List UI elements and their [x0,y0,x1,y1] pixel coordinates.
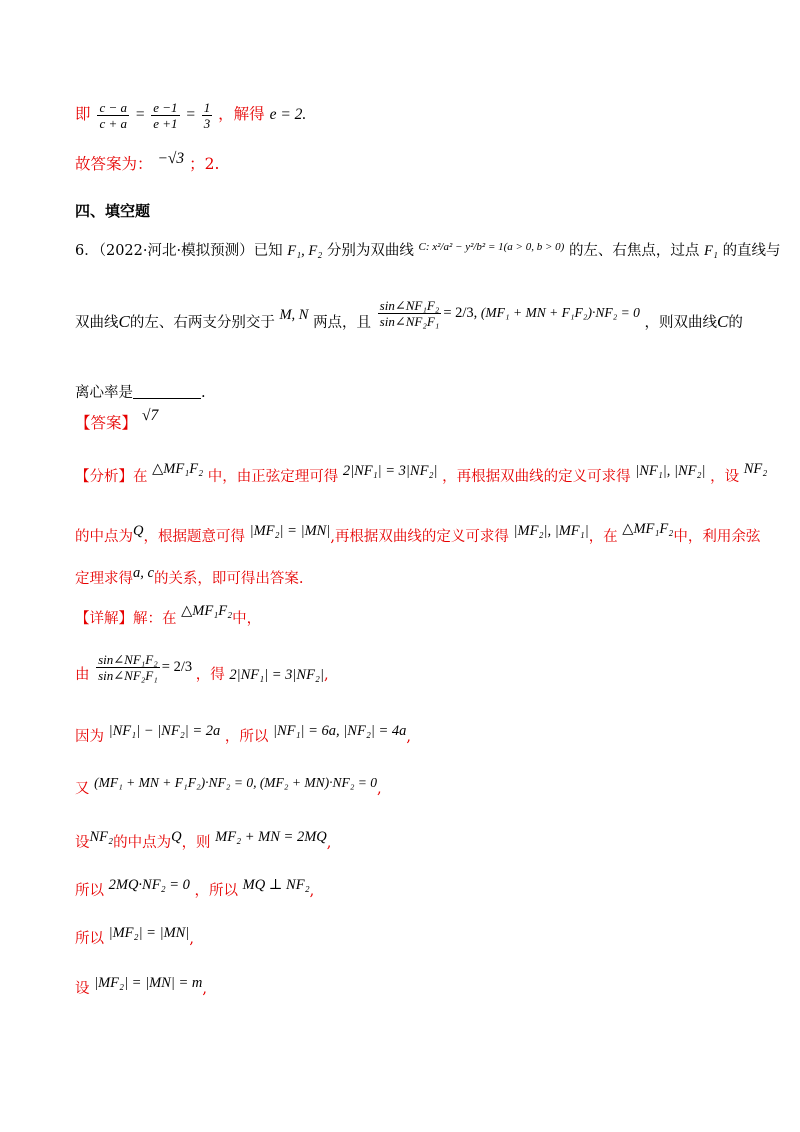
detail-line-6: 所以 2MQ·NF₂ = 0 ，所以 MQ ⊥ NF₂, [75,877,315,899]
detail-line-3: 因为 |NF₁| − |NF₂| = 2a ，所以 |NF₁| = 6a, |NF₂| = 4a, [75,723,411,745]
question-6-line-3: 离心率是 . [75,385,206,401]
fraction-e: $\frac{e -1}{e +1}$ [153,100,178,131]
answer-line [75,407,159,435]
section-heading: 四、填空题 [75,202,151,220]
analysis-label: 【分析】 [75,469,133,485]
analysis-line-3: 定理求得a, c的关系，即可得出答案. [75,565,304,587]
detail-line-7: 所以 |MF₂| = |MN|, [75,925,194,947]
analysis-line-1: 【分析】在 △MF₁F₂ 中，由正弦定理可得 2|NF₁| = 3|NF₂| ，再根据双曲线的定义可求得 |NF₁|, |NF₂| ，设 NF₂ [75,461,768,485]
detail-line-1: 【详解】解：在 △MF₁F₂中， [75,603,262,627]
answer-label: 【答案】 [75,414,138,432]
fraction-c-a: $\frac{c - a}{c + a}$ [99,100,127,131]
answer-value: √7 [141,407,159,424]
question-6-line-2: 双曲线C的左、右两支分别交于 M, N 两点，且 $\frac{\text{sin∠NF₁F₂}}{\text{sin∠NF₂F₁}}$ = 2/3, (MF₁ + MN + F₁F₂)·NF₂ = 0 ，则双曲线C的 [75,298,743,331]
question-6-line-1: 6．（2022·河北·模拟预测）已知 F₁, F₂ 分别为双曲线 $^{C: x^2/a^2 - y^2/b^2 = 1(a > 0, b > 0)}$ 的左、右焦点，过点 F₁ 的直线与 [75,241,781,259]
result-e: e = 2 [269,106,303,124]
sine-ratio-condition: $\frac{\text{sin∠NF₁F₂}}{\text{sin∠NF₂F₁}}$ = 2/3, [379,298,478,329]
detail-label: 【详解】 [75,611,133,627]
previous-answer-line: 故答案为： −√3 ；2. [75,150,220,173]
detail-line-8: 设 |MF₂| = |MN| = m, [75,975,207,997]
detail-line-2: 由 $\frac{\text{sin∠NF₁F₂}}{\text{sin∠NF₂F₁}}$ = 2/3 ，得 2|NF₁| = 3|NF₂|, [75,652,329,683]
answer-blank [133,384,201,399]
vector-condition: (MF₁ + MN + F₁F₂)·NF₂ = 0 [480,304,640,320]
analysis-line-2: 的中点为Q，根据题意可得 |MF₂| = |MN|,再根据双曲线的定义可求得 |MF₂|, |MF₁|，在 △MF₁F₂中，利用余弦 [75,521,761,545]
fraction-one-third: $\frac{1}{3}$ [203,100,211,131]
solution-line-ratio: 即 $\frac{c - a}{c + a}$ = $\frac{e -1}{e +1}$ = $\frac{1}{3}$ ，解得 e = 2. [75,100,307,131]
detail-sine-ratio: $\frac{\text{sin∠NF₁F₂}}{\text{sin∠NF₂F₁}}$ = 2/3 [98,652,193,683]
answer-neg-sqrt3: −√3 [157,150,185,167]
detail-line-5: 设NF₂的中点为Q，则 MF₂ + MN = 2MQ, [75,829,332,851]
detail-line-4: 又 (MF₁ + MN + F₁F₂)·NF₂ = 0, (MF₂ + MN)·NF₂ = 0, [75,775,382,797]
hyperbola-equation: C: x²/a² − y²/b² = 1(a > 0, b > 0) [418,241,565,253]
